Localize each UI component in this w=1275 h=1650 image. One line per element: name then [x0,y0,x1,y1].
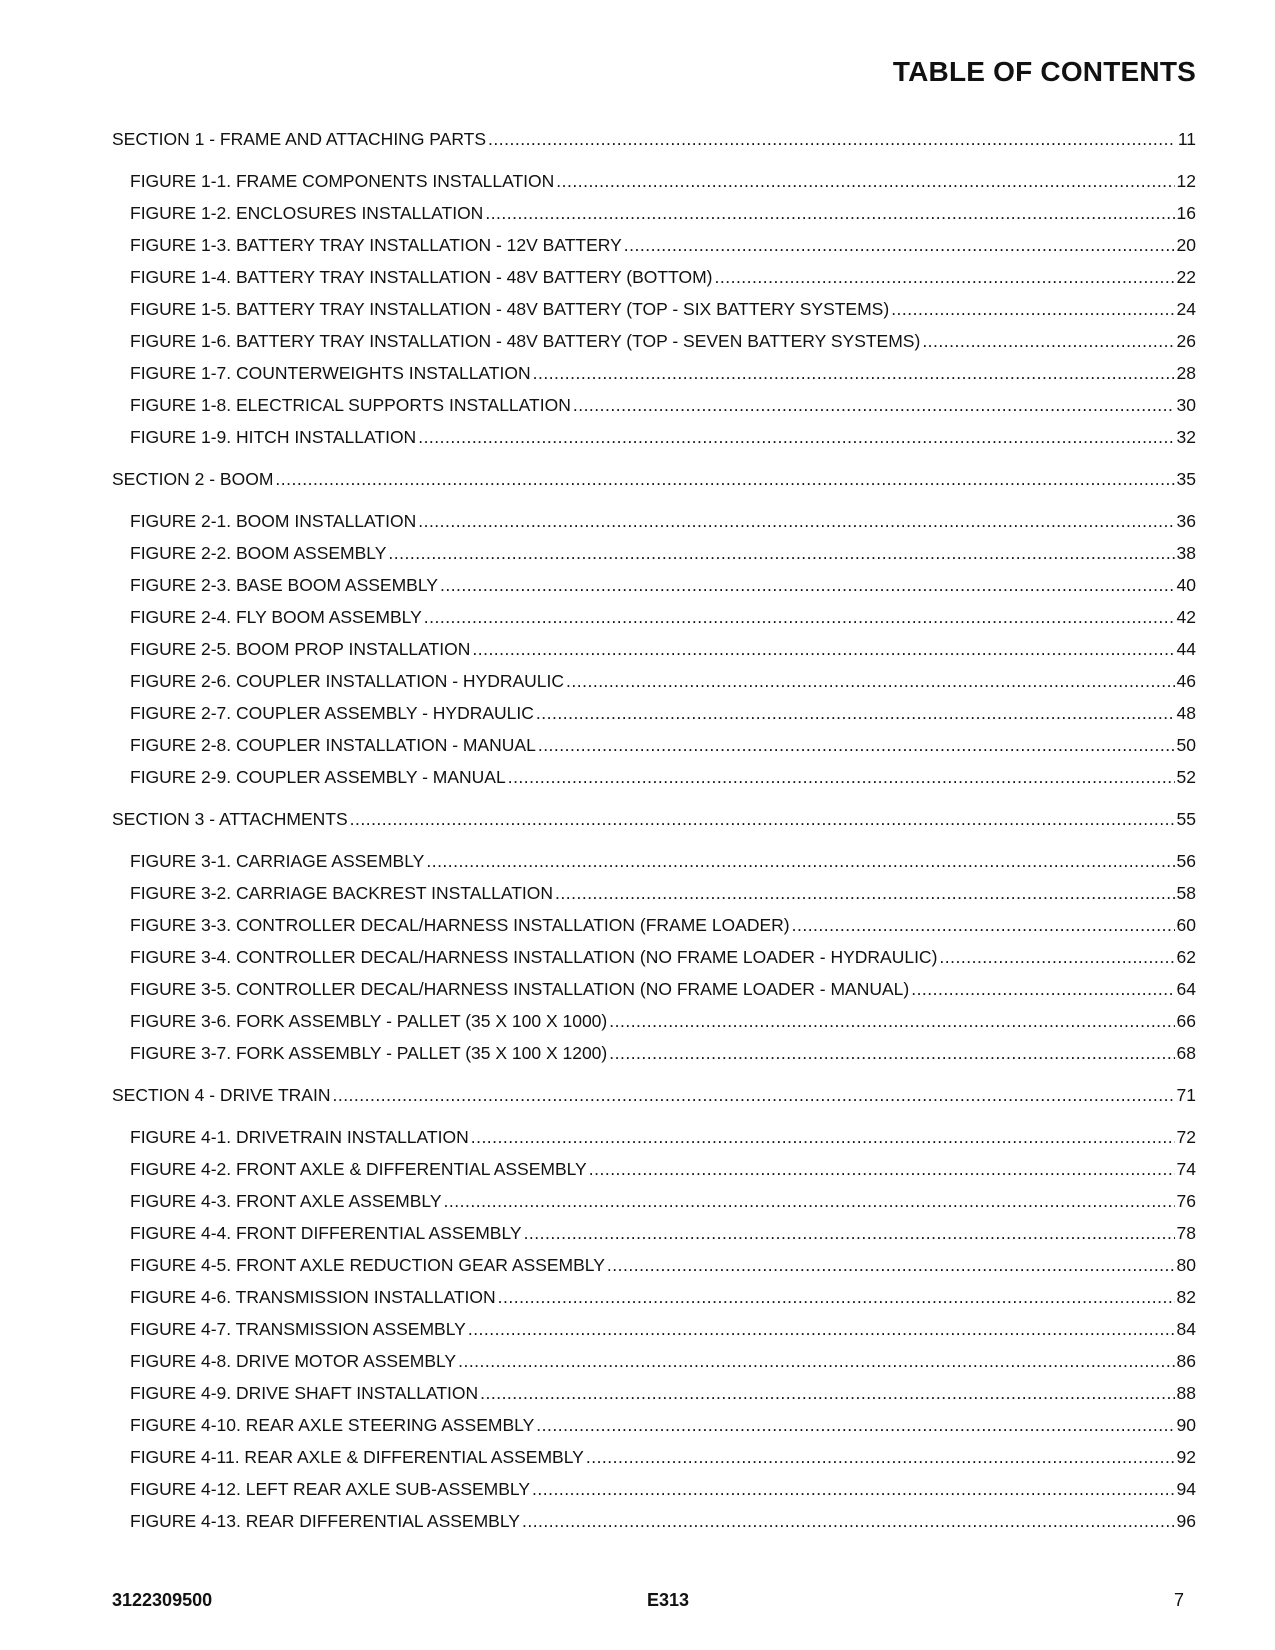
dot-leader [532,1478,1174,1500]
page-reference: 32 [1176,427,1196,447]
dot-leader [508,766,1175,788]
page-reference: 20 [1176,235,1196,255]
dot-leader [388,542,1174,564]
toc-figure-entry[interactable] [112,978,1196,1010]
toc-figure-entry[interactable] [112,542,1196,574]
figure-title: FIGURE 3-1. CARRIAGE ASSEMBLY [130,851,425,871]
figure-title: FIGURE 4-13. REAR DIFFERENTIAL ASSEMBLY [130,1511,520,1531]
toc-figure-entry[interactable] [112,702,1196,734]
page-reference: 36 [1176,511,1196,531]
figure-title: FIGURE 4-12. LEFT REAR AXLE SUB-ASSEMBLY [130,1479,531,1499]
dot-leader [468,1318,1175,1340]
dot-leader [566,670,1175,692]
toc-figure-entry[interactable] [112,1222,1196,1254]
dot-leader [424,606,1175,628]
toc-figure-entry[interactable] [112,734,1196,766]
toc-section-entry[interactable] [112,468,1196,500]
figure-title: FIGURE 1-7. COUNTERWEIGHTS INSTALLATION [130,363,531,383]
page-reference: 68 [1176,1043,1196,1063]
toc-figure-entry[interactable] [112,362,1196,394]
toc-figure-entry[interactable] [112,170,1196,202]
figure-title: FIGURE 4-3. FRONT AXLE ASSEMBLY [130,1191,442,1211]
dot-leader [418,510,1174,532]
figure-title: FIGURE 4-4. FRONT DIFFERENTIAL ASSEMBLY [130,1223,522,1243]
figure-title: FIGURE 4-11. REAR AXLE & DIFFERENTIAL ASSEMBLY [130,1447,584,1467]
page-reference: 42 [1176,607,1196,627]
figure-title: FIGURE 3-5. CONTROLLER DECAL/HARNESS INSTALLATION (NO FRAME LOADER - MANUAL) [130,979,910,999]
dot-leader [556,170,1174,192]
dot-leader [426,850,1174,872]
toc-figure-entry[interactable] [112,1254,1196,1286]
page-reference: 46 [1176,671,1196,691]
figure-title: FIGURE 3-3. CONTROLLER DECAL/HARNESS INSTALLATION (FRAME LOADER) [130,915,790,935]
toc-figure-entry[interactable] [112,1446,1196,1478]
page-reference: 96 [1176,1511,1196,1531]
dot-leader [533,362,1175,384]
toc-figure-entry[interactable] [112,510,1196,542]
toc-figure-entry[interactable] [112,1382,1196,1414]
page-reference: 94 [1176,1479,1196,1499]
dot-leader [536,1414,1174,1436]
page-reference: 80 [1176,1255,1196,1275]
toc-figure-entry[interactable] [112,234,1196,266]
page-reference: 92 [1176,1447,1196,1467]
figure-title: FIGURE 4-1. DRIVETRAIN INSTALLATION [130,1127,469,1147]
figure-title: FIGURE 1-3. BATTERY TRAY INSTALLATION - 12V BATTERY [130,235,622,255]
page-reference: 12 [1176,171,1196,191]
toc-figure-entry[interactable] [112,1042,1196,1074]
page-reference: 60 [1176,915,1196,935]
figure-title: FIGURE 2-2. BOOM ASSEMBLY [130,543,387,563]
page-reference: 22 [1176,267,1196,287]
toc-figure-entry[interactable] [112,394,1196,426]
footer-page-number: 7 [1173,1590,1184,1610]
figure-title: FIGURE 2-1. BOOM INSTALLATION [130,511,417,531]
dot-leader [609,1010,1174,1032]
table-of-contents [112,128,1196,1542]
page-reference: 71 [1176,1085,1196,1105]
section-title: SECTION 2 - BOOM [112,469,274,489]
dot-leader [440,574,1175,596]
dot-leader [444,1190,1175,1212]
figure-title: FIGURE 4-6. TRANSMISSION INSTALLATION [130,1287,496,1307]
dot-leader [471,1126,1175,1148]
footer-doc-number: 3122309500 [112,1590,213,1610]
dot-leader [485,202,1174,224]
figure-title: FIGURE 2-5. BOOM PROP INSTALLATION [130,639,471,659]
page-reference: 55 [1176,809,1196,829]
page-reference: 38 [1176,543,1196,563]
page-reference: 88 [1176,1383,1196,1403]
figure-title: FIGURE 2-8. COUPLER INSTALLATION - MANUAL [130,735,536,755]
figure-title: FIGURE 2-3. BASE BOOM ASSEMBLY [130,575,438,595]
page-reference: 64 [1176,979,1196,999]
dot-leader [488,128,1176,150]
figure-title: FIGURE 2-9. COUPLER ASSEMBLY - MANUAL [130,767,506,787]
dot-leader [715,266,1175,288]
figure-title: FIGURE 1-9. HITCH INSTALLATION [130,427,417,447]
toc-figure-entry[interactable] [112,1010,1196,1042]
figure-title: FIGURE 4-7. TRANSMISSION ASSEMBLY [130,1319,466,1339]
figure-title: FIGURE 1-5. BATTERY TRAY INSTALLATION - 48V BATTERY (TOP - SIX BATTERY SYSTEMS) [130,299,890,319]
toc-figure-entry[interactable] [112,638,1196,670]
toc-figure-entry[interactable] [112,330,1196,362]
dot-leader [498,1286,1175,1308]
toc-figure-entry[interactable] [112,1158,1196,1190]
page-title: TABLE OF CONTENTS [892,56,1196,87]
section-title: SECTION 1 - FRAME AND ATTACHING PARTS [112,129,487,149]
toc-figure-entry[interactable] [112,1190,1196,1222]
page-reference: 72 [1176,1127,1196,1147]
page-reference: 76 [1176,1191,1196,1211]
dot-leader [792,914,1175,936]
figure-title: FIGURE 4-2. FRONT AXLE & DIFFERENTIAL ASSEMBLY [130,1159,587,1179]
dot-leader [458,1350,1174,1372]
page-reference: 86 [1176,1351,1196,1371]
dot-leader [922,330,1174,352]
figure-title: FIGURE 4-9. DRIVE SHAFT INSTALLATION [130,1383,479,1403]
figure-title: FIGURE 4-10. REAR AXLE STEERING ASSEMBLY [130,1415,535,1435]
dot-leader [609,1042,1174,1064]
dot-leader [524,1222,1175,1244]
figure-title: FIGURE 3-6. FORK ASSEMBLY - PALLET (35 X 100 X 1000) [130,1011,608,1031]
dot-leader [275,468,1174,490]
dot-leader [586,1446,1175,1468]
dot-leader [555,882,1175,904]
page-reference: 11 [1177,129,1196,149]
toc-figure-entry[interactable] [112,1126,1196,1158]
footer-model: E313 [647,1590,690,1610]
toc-figure-entry[interactable] [112,914,1196,946]
toc-figure-entry[interactable] [112,882,1196,914]
toc-figure-entry[interactable] [112,202,1196,234]
toc-figure-entry[interactable] [112,1350,1196,1382]
figure-title: FIGURE 4-5. FRONT AXLE REDUCTION GEAR ASSEMBLY [130,1255,605,1275]
page-reference: 48 [1176,703,1196,723]
figure-title: FIGURE 1-2. ENCLOSURES INSTALLATION [130,203,484,223]
toc-figure-entry[interactable] [112,606,1196,638]
dot-leader [624,234,1175,256]
figure-title: FIGURE 1-4. BATTERY TRAY INSTALLATION - 48V BATTERY (BOTTOM) [130,267,713,287]
figure-title: FIGURE 3-4. CONTROLLER DECAL/HARNESS INSTALLATION (NO FRAME LOADER - HYDRAULIC) [130,947,938,967]
dot-leader [332,1084,1174,1106]
dot-leader [418,426,1174,448]
section-title: SECTION 3 - ATTACHMENTS [112,809,348,829]
page-reference: 24 [1176,299,1196,319]
toc-figure-entry[interactable] [112,1478,1196,1510]
page-reference: 84 [1176,1319,1196,1339]
page-reference: 40 [1176,575,1196,595]
page-reference: 44 [1176,639,1196,659]
page-reference: 52 [1176,767,1196,787]
dot-leader [607,1254,1175,1276]
page-reference: 50 [1176,735,1196,755]
figure-title: FIGURE 1-1. FRAME COMPONENTS INSTALLATION [130,171,555,191]
figure-title: FIGURE 3-2. CARRIAGE BACKREST INSTALLATION [130,883,554,903]
page-reference: 82 [1176,1287,1196,1307]
page-reference: 66 [1176,1011,1196,1031]
toc-figure-entry[interactable] [112,1286,1196,1318]
dot-leader [573,394,1175,416]
dot-leader [536,702,1175,724]
dot-leader [522,1510,1175,1532]
dot-leader [589,1158,1175,1180]
page-reference: 28 [1176,363,1196,383]
dot-leader [911,978,1174,1000]
toc-figure-entry[interactable] [112,766,1196,798]
toc-figure-entry[interactable] [112,850,1196,882]
section-title: SECTION 4 - DRIVE TRAIN [112,1085,331,1105]
page-reference: 56 [1176,851,1196,871]
page-reference: 26 [1176,331,1196,351]
figure-title: FIGURE 2-7. COUPLER ASSEMBLY - HYDRAULIC [130,703,534,723]
toc-section-entry[interactable] [112,1084,1196,1116]
toc-figure-entry[interactable] [112,1414,1196,1446]
page-reference: 35 [1176,469,1196,489]
dot-leader [472,638,1174,660]
figure-title: FIGURE 2-6. COUPLER INSTALLATION - HYDRAULIC [130,671,565,691]
toc-figure-entry[interactable] [112,1510,1196,1542]
page-reference: 58 [1176,883,1196,903]
page-reference: 30 [1176,395,1196,415]
toc-figure-entry[interactable] [112,266,1196,298]
figure-title: FIGURE 3-7. FORK ASSEMBLY - PALLET (35 X 100 X 1200) [130,1043,608,1063]
toc-figure-entry[interactable] [112,298,1196,330]
page-reference: 74 [1176,1159,1196,1179]
dot-leader [480,1382,1174,1404]
page-reference: 16 [1176,203,1196,223]
toc-section-entry[interactable] [112,808,1196,840]
dot-leader [350,808,1175,830]
toc-figure-entry[interactable] [112,426,1196,458]
figure-title: FIGURE 4-8. DRIVE MOTOR ASSEMBLY [130,1351,457,1371]
toc-figure-entry[interactable] [112,1318,1196,1350]
toc-figure-entry[interactable] [112,670,1196,702]
dot-leader [891,298,1174,320]
figure-title: FIGURE 2-4. FLY BOOM ASSEMBLY [130,607,422,627]
dot-leader [939,946,1174,968]
page-reference: 78 [1176,1223,1196,1243]
page-reference: 90 [1176,1415,1196,1435]
page-reference: 62 [1176,947,1196,967]
toc-figure-entry[interactable] [112,574,1196,606]
figure-title: FIGURE 1-6. BATTERY TRAY INSTALLATION - 48V BATTERY (TOP - SEVEN BATTERY SYSTEMS) [130,331,921,351]
dot-leader [538,734,1175,756]
figure-title: FIGURE 1-8. ELECTRICAL SUPPORTS INSTALLATION [130,395,571,415]
toc-section-entry[interactable] [112,128,1196,160]
toc-figure-entry[interactable] [112,946,1196,978]
